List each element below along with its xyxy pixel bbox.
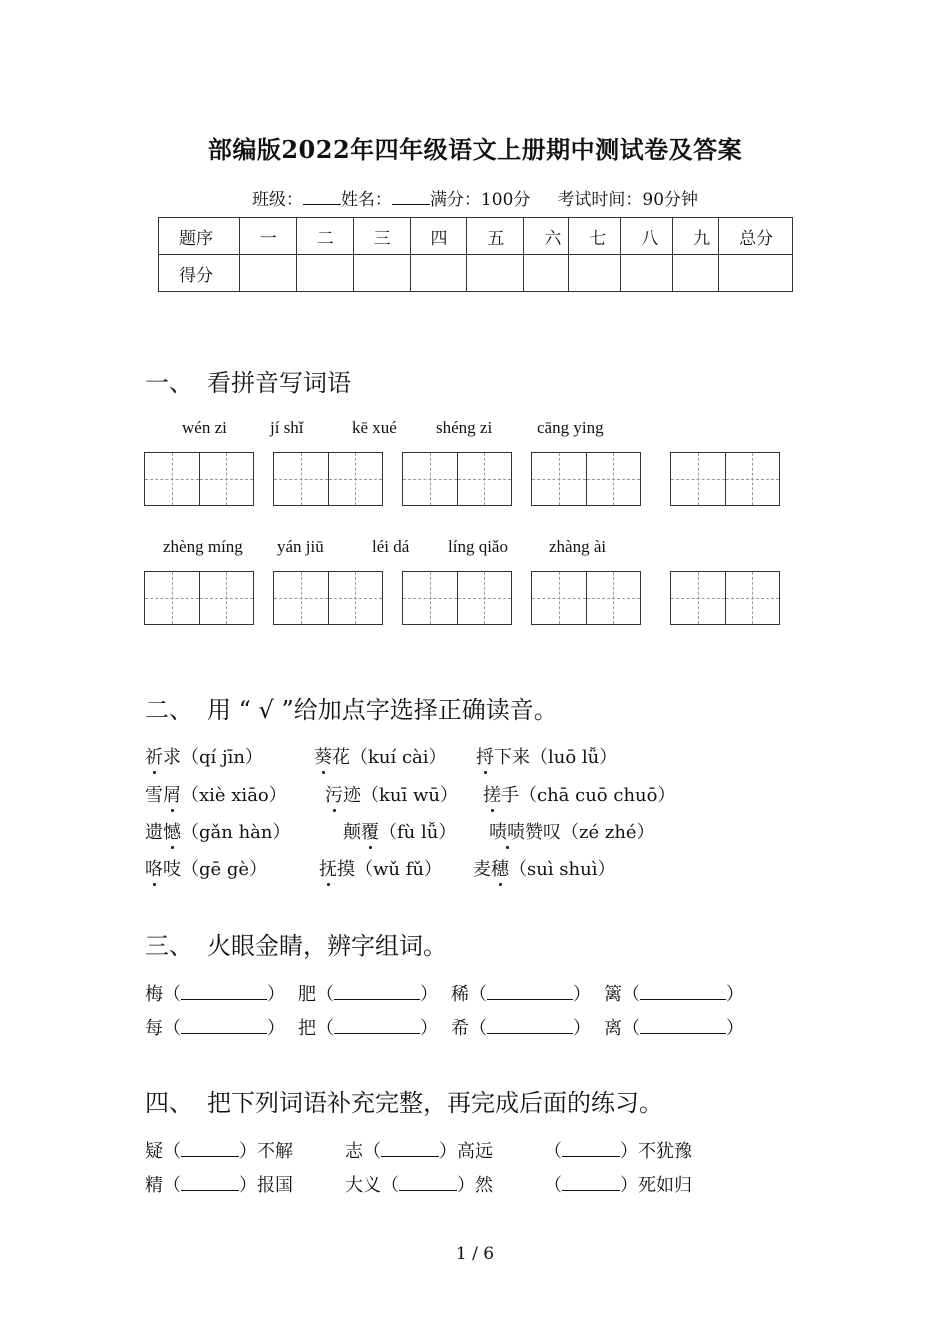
reading-item: 啧啧赞叹（zé zhé）	[489, 818, 655, 844]
section-2-heading	[145, 690, 558, 725]
score-header-cell: 题序	[159, 218, 240, 255]
pinyin-label: jí shǐ	[270, 418, 304, 437]
exam-info	[0, 185, 950, 210]
score-cell[interactable]	[410, 255, 467, 292]
idiom-item[interactable]: （ ）死如归	[544, 1175, 692, 1196]
writing-box[interactable]	[531, 571, 641, 625]
score-header-cell: 八	[621, 218, 673, 255]
writing-box[interactable]	[402, 571, 512, 625]
reading-item: 遗憾（gǎn hàn）	[145, 818, 291, 844]
writing-box[interactable]	[531, 452, 641, 506]
pinyin-label: yán jiū	[277, 537, 324, 556]
page-number: 1 / 6	[455, 1244, 495, 1264]
pinyin-label: líng qiǎo	[448, 537, 508, 556]
idiom-item[interactable]: （ ）不犹豫	[544, 1141, 692, 1162]
score-header-cell: 九	[673, 218, 719, 255]
score-cell[interactable]	[621, 255, 673, 292]
reading-item: 麦穗（suì shuì）	[473, 855, 616, 881]
writing-box[interactable]	[402, 452, 512, 506]
word-item[interactable]: 离（ ）	[604, 1018, 744, 1039]
idiom-item[interactable]: 疑（ ）不解	[145, 1141, 293, 1162]
reading-item: 葵花（kuí cài）	[314, 743, 447, 769]
pinyin-label: léi dá	[372, 537, 410, 556]
word-item[interactable]: 每（ ）	[145, 1018, 285, 1039]
section-2-title: 用 “ √ ”给加点字选择正确读音。	[207, 696, 558, 724]
score-header-cell: 总分	[719, 218, 793, 255]
section-2-number: 二、	[145, 696, 193, 724]
word-item[interactable]: 希（ ）	[451, 1018, 591, 1039]
score-header-cell: 二	[296, 218, 353, 255]
reading-item: 咯吱（gē gè）	[145, 855, 267, 881]
word-item[interactable]: 梅（ ）	[145, 984, 285, 1005]
section-4-number: 四、	[145, 1089, 193, 1117]
writing-box[interactable]	[144, 452, 254, 506]
score-header-cell: 三	[353, 218, 410, 255]
score-cell[interactable]	[673, 255, 719, 292]
pinyin-label: shéng zi	[436, 418, 493, 437]
word-item[interactable]: 篱（ ）	[604, 984, 744, 1005]
reading-item: 捋下来（luō lǚ）	[476, 743, 617, 769]
class-blank	[303, 190, 341, 205]
page-title: 部编版2022年四年级语文上册期中测试卷及答案	[207, 135, 743, 164]
reading-item: 祈求（qí jīn）	[145, 743, 263, 769]
section-4-title: 把下列词语补充完整，再完成后面的练习。	[207, 1089, 663, 1117]
class-label: 班级：	[251, 190, 303, 210]
word-item[interactable]: 肥（ ）	[298, 984, 438, 1005]
score-cell[interactable]	[569, 255, 621, 292]
word-item[interactable]: 把（ ）	[298, 1018, 438, 1039]
score-cell[interactable]	[239, 255, 296, 292]
reading-item: 搓手（chā cuō chuō）	[483, 781, 675, 807]
idiom-item[interactable]: 精（ ）报国	[145, 1175, 293, 1196]
name-label: 姓名：	[340, 190, 392, 210]
score-cell[interactable]	[296, 255, 353, 292]
pinyin-label: wén zi	[182, 418, 227, 437]
reading-item: 抚摸（wǔ fǔ）	[319, 855, 442, 881]
writing-box[interactable]	[144, 571, 254, 625]
score-header-cell: 四	[410, 218, 467, 255]
score-header-cell: 一	[239, 218, 296, 255]
score-cell[interactable]	[467, 255, 524, 292]
score-header-cell: 五	[467, 218, 524, 255]
full-score: 满分：100分	[429, 190, 531, 210]
reading-item: 污迹（kuī wū）	[325, 781, 458, 807]
name-blank	[392, 190, 430, 205]
score-table	[158, 217, 793, 292]
writing-box[interactable]	[273, 452, 383, 506]
writing-box[interactable]	[670, 452, 780, 506]
word-item[interactable]: 稀（ ）	[451, 984, 591, 1005]
pinyin-label: cāng ying	[537, 418, 604, 437]
writing-box[interactable]	[670, 571, 780, 625]
reading-item: 雪屑（xiè xiāo）	[145, 781, 287, 807]
score-header-cell: 六	[524, 218, 569, 255]
section-3-number: 三、	[145, 932, 193, 960]
score-row	[159, 255, 793, 292]
score-header-row	[159, 218, 793, 255]
section-1-heading	[145, 363, 351, 398]
writing-box[interactable]	[273, 571, 383, 625]
section-3-title: 火眼金睛，辨字组词。	[207, 932, 447, 960]
score-cell[interactable]	[353, 255, 410, 292]
pinyin-label: zhàng ài	[549, 537, 607, 556]
score-cell[interactable]	[524, 255, 569, 292]
pinyin-label: kē xué	[352, 418, 397, 437]
section-3-heading	[145, 926, 447, 961]
section-1-number: 一、	[145, 369, 193, 397]
pinyin-label: zhèng míng	[163, 537, 243, 556]
idiom-item[interactable]: 志（ ）高远	[345, 1141, 493, 1162]
idiom-item[interactable]: 大义（ ）然	[345, 1175, 493, 1196]
exam-time: 考试时间：90分钟	[557, 190, 699, 210]
section-4-heading	[145, 1083, 663, 1118]
score-row-label: 得分	[159, 255, 240, 292]
reading-item: 颠覆（fù lǚ）	[343, 818, 456, 844]
score-header-cell: 七	[569, 218, 621, 255]
score-cell[interactable]	[719, 255, 793, 292]
section-1-title: 看拼音写词语	[207, 369, 351, 397]
